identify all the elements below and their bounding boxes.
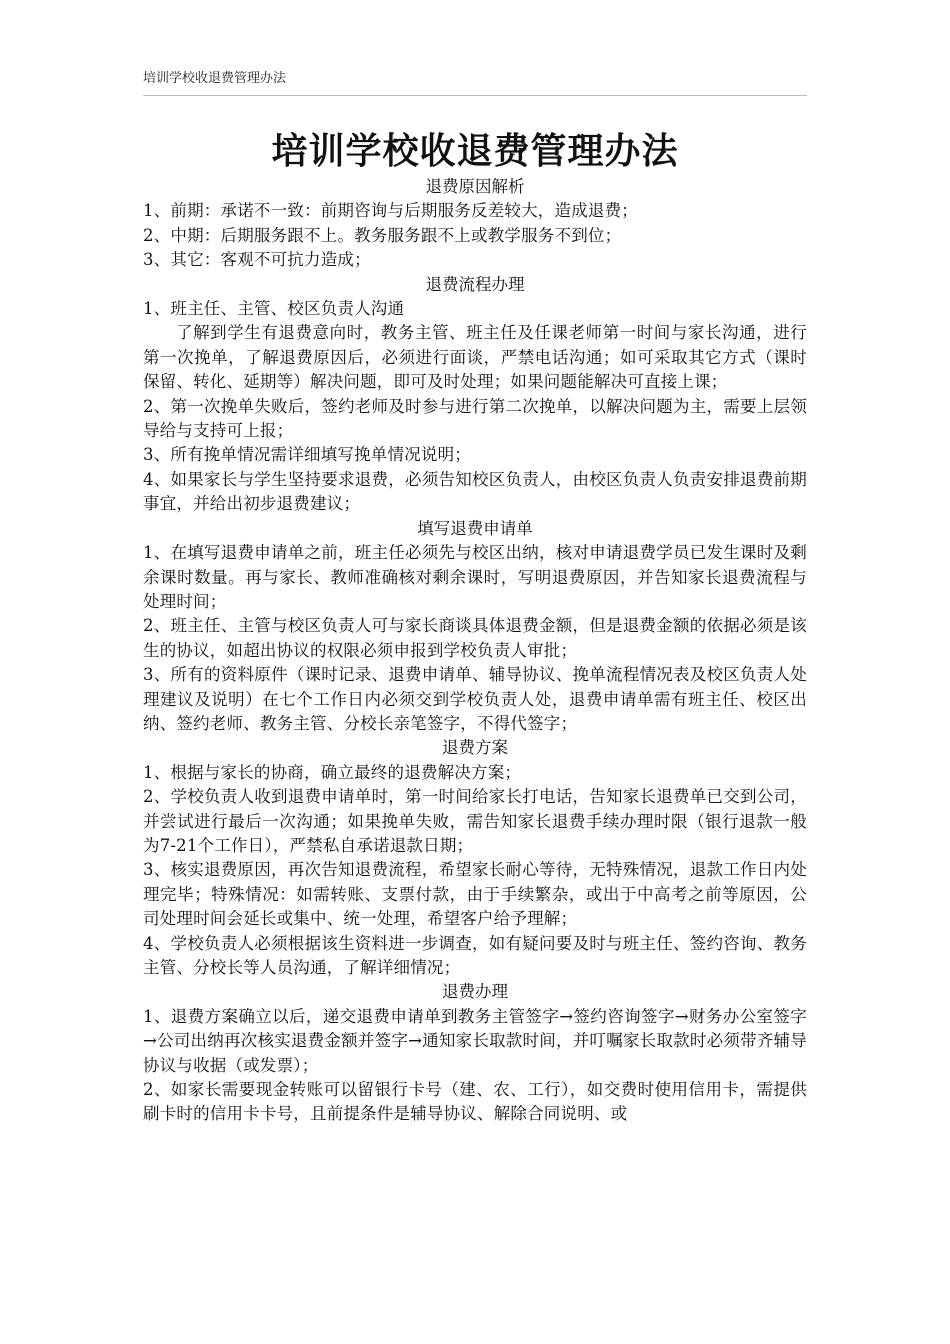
running-header: 培训学校收退费管理办法 [143,71,287,86]
document-body [143,175,807,1127]
paragraph: 1、前期：承诺不一致：前期咨询与后期服务反差较大，造成退费； [143,201,638,221]
section-refund-plan [143,736,807,980]
section-heading: 退费流程办理 [425,274,525,294]
paragraph: 1、根据与家长的协商，确立最终的退费解决方案； [143,762,522,782]
paragraph: 4、如果家长与学生坚持要求退费，必须告知校区负责人，由校区负责人负责安排退费前期事宜，并给出初步退费建议； [143,469,807,514]
paragraph: 3、所有挽单情况需详细填写挽单情况说明； [143,445,471,465]
section-heading: 退费方案 [442,738,508,758]
section-refund-process [143,273,807,517]
paragraph: 2、班主任、主管与校区负责人可与家长商谈具体退费金额，但是退费金额的依据必须是该生的协议，如超出协议的权限必须申报到学校负责人审批； [143,616,807,660]
paragraph: 了解到学生有退费意向时，教务主管、班主任及任课老师第一时间与家长沟通，进行第一次挽单，了解退费原因后，必须进行面谈，严禁电话沟通；如可采取其它方式（课时保留、转化、延期等）解决问题，即可及时处理；如果问题能解决可直接上课； [143,323,807,392]
paragraph: 1、退费方案确立以后，递交退费申请单到教务主管签字→签约咨询签字→财务办公室签字→公司出纳再次核实退费金额并签字→通知家长取款时间，并叮嘱家长取款时必须带齐辅导协议与收据（或发票）； [143,1006,807,1075]
section-heading: 退费办理 [442,982,508,1002]
document-title: 培训学校收退费管理办法 [271,131,679,172]
section-refund-handling [143,980,807,1126]
paragraph: 2、如家长需要现金转账可以留银行卡号（建、农、工行），如交费时使用信用卡，需提供刷卡时的信用卡卡号，且前提条件是辅导协议、解除合同说明、或 [143,1080,807,1124]
paragraph: 2、学校负责人收到退费申请单时，第一时间给家长打电话，告知家长退费单已交到公司，并尝试进行最后一次沟通；如果挽单失败，需告知家长退费手续办理时限（银行退款一般为7-21个工作日），严禁私自承诺退款日期； [143,787,807,855]
paragraph: 2、中期：后期服务跟不上。教务服务跟不上或教学服务不到位； [143,225,622,245]
section-refund-reasons [143,175,807,273]
header-divider [143,95,807,96]
paragraph: 4、学校负责人必须根据该生资料进一步调查，如有疑问要及时与班主任、签约咨询、教务主管、分校长等人员沟通，了解详细情况； [143,933,807,977]
paragraph: 3、其它：客观不可抗力造成； [143,250,371,270]
paragraph: 3、所有的资料原件（课时记录、退费申请单、辅导协议、挽单流程情况表及校区负责人处理建议及说明）在七个工作日内必须交到学校负责人处，退费申请单需有班主任、校区出纳、签约老师、教务主管、分校长亲笔签字，不得代签字； [143,665,807,733]
section-refund-application [143,517,807,737]
paragraph: 1、班主任、主管、校区负责人沟通 [143,299,405,319]
section-heading: 填写退费申请单 [417,518,533,538]
paragraph: 3、核实退费原因，再次告知退费流程，希望家长耐心等待，无特殊情况，退款工作日内处理完毕；特殊情况：如需转账、支票付款，由于手续繁杂，或出于中高考之前等原因，公司处理时间会延长或集中、统一处理，希望客户给予理解； [143,860,807,929]
section-heading: 退费原因解析 [425,177,525,196]
paragraph: 2、第一次挽单失败后，签约老师及时参与进行第二次挽单，以解决问题为主，需要上层领导给与支持可上报； [143,396,807,441]
paragraph: 1、在填写退费申请单之前，班主任必须先与校区出纳，核对申请退费学员已发生课时及剩余课时数量。再与家长、教师准确核对剩余课时，写明退费原因，并告知家长退费流程与处理时间； [143,543,807,611]
